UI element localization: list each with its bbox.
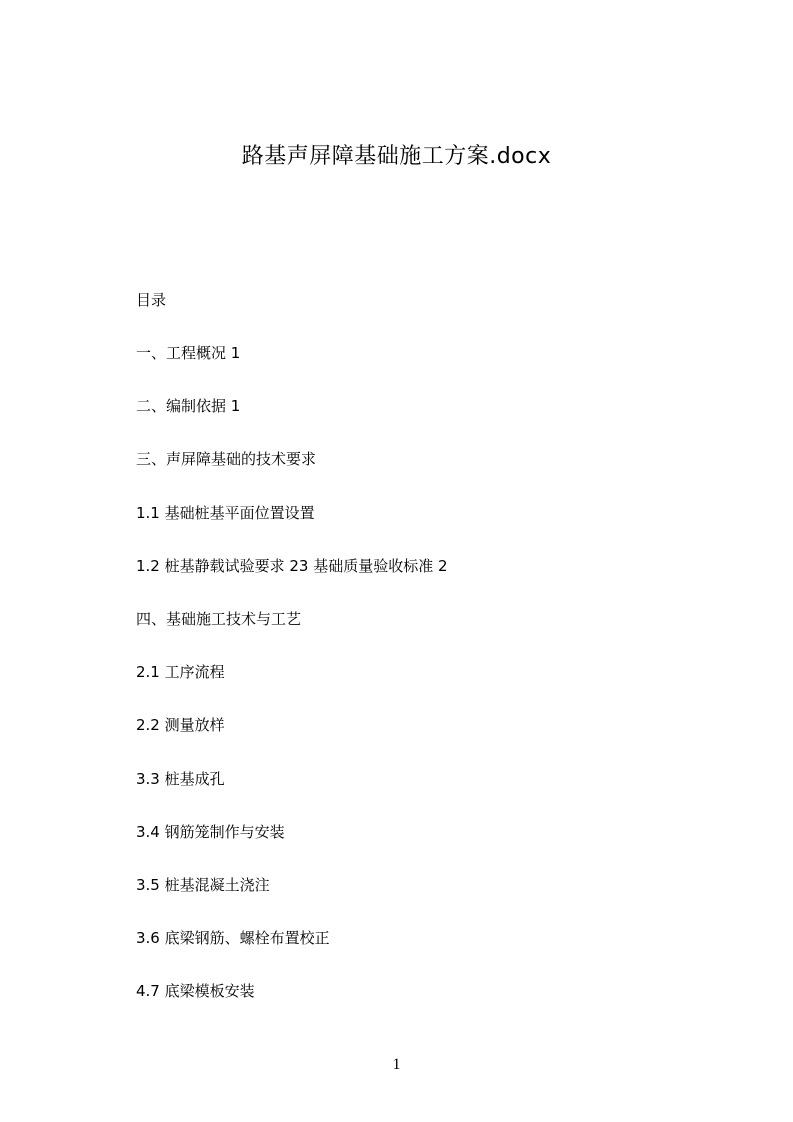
toc-entry: 3.3 桩基成孔 <box>136 769 225 788</box>
table-of-contents <box>136 288 696 1032</box>
toc-entry: 四、基础施工技术与工艺 <box>136 609 302 628</box>
toc-entry: 3.4 钢筋笼制作与安装 <box>136 822 285 841</box>
toc-entry: 3.6 底梁钢筋、螺栓布置校正 <box>136 929 330 948</box>
document-title: 路基声屏障基础施工方案.docx <box>241 144 552 169</box>
toc-entry: 一、工程概况 1 <box>136 344 241 362</box>
toc-entry: 三、声屏障基础的技术要求 <box>136 450 317 469</box>
toc-entry: 二、编制依据 1 <box>136 397 241 416</box>
toc-heading: 目录 <box>136 291 167 309</box>
toc-entry: 1.2 桩基静载试验要求 23 基础质量验收标准 2 <box>136 556 448 575</box>
page-number: 1 <box>392 1056 401 1073</box>
toc-entry: 2.2 测量放样 <box>136 716 225 735</box>
toc-entry: 2.1 工序流程 <box>136 663 225 682</box>
toc-entry: 4.7 底梁模板安装 <box>136 982 255 1001</box>
toc-entry: 3.5 桩基混凝土浇注 <box>136 875 270 894</box>
toc-entry: 1.1 基础桩基平面位置设置 <box>136 503 315 522</box>
